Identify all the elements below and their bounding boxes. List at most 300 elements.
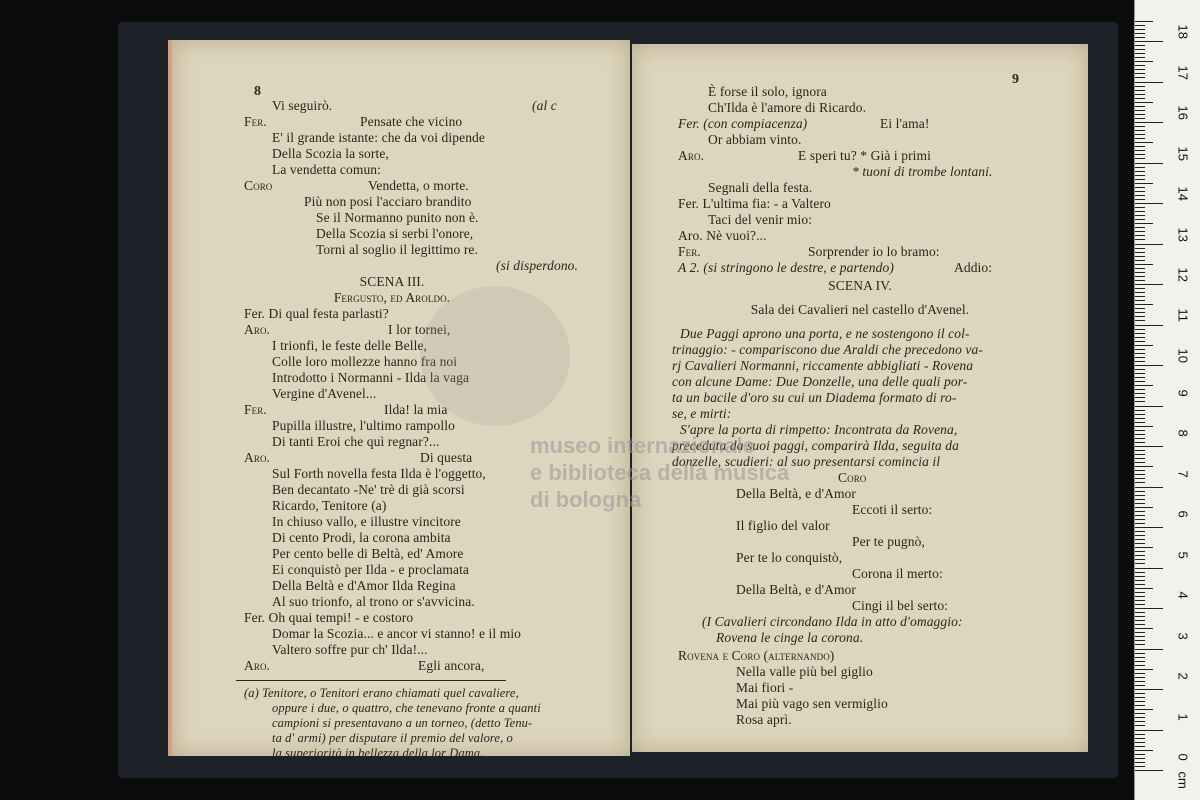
ruler-tick: [1135, 527, 1163, 528]
text-line: In chiuso vallo, e illustre vincitore: [272, 514, 461, 529]
text-line: Fer. L'ultima fia: - a Valtero: [678, 196, 831, 211]
ruler-tick: [1135, 543, 1145, 544]
speaker: Aro.: [244, 658, 271, 673]
ruler-tick: [1135, 231, 1145, 232]
ruler-tick: [1135, 199, 1145, 200]
ruler-tick: [1135, 600, 1145, 601]
ruler-tick: [1135, 442, 1145, 443]
ruler-tick: [1135, 750, 1153, 751]
ruler-tick: [1135, 487, 1163, 488]
ruler-tick: [1135, 154, 1145, 155]
ruler-number: 11: [1175, 308, 1191, 322]
text-line: Cingi il bel serto:: [852, 598, 949, 613]
text-line: Rosa aprì.: [736, 712, 792, 727]
ruler-tick: [1135, 499, 1145, 500]
text-line: Per te pugnò,: [852, 534, 925, 549]
ruler-number: 12: [1175, 267, 1191, 282]
ruler-tick: [1135, 268, 1145, 269]
text-line: Per cento belle di Beltà, ed' Amore: [272, 546, 464, 561]
ruler-tick: [1135, 244, 1163, 245]
speaker: Aro.: [244, 322, 271, 337]
ruler-tick: [1135, 568, 1163, 569]
ruler-tick: [1135, 653, 1145, 654]
ruler-tick: [1135, 33, 1145, 34]
ruler-tick: [1135, 681, 1145, 682]
stage-direction: Rovena le cinge la corona.: [716, 630, 864, 645]
ruler-tick: [1135, 709, 1153, 710]
ruler-tick: [1135, 478, 1145, 479]
ruler-unit: cm: [1175, 771, 1191, 789]
ruler-number: 8: [1175, 429, 1191, 437]
footnote-rule: [236, 680, 506, 681]
text-line: E speri tu? * Già i primi: [798, 148, 931, 163]
watermark: [530, 432, 789, 513]
ruler-tick: [1135, 86, 1145, 87]
ruler-tick: [1135, 535, 1145, 536]
ruler-tick: [1135, 669, 1153, 670]
stage-direction: se, e mirti:: [672, 406, 732, 421]
ruler-tick: [1135, 430, 1145, 431]
ruler-tick: [1135, 462, 1145, 463]
text-line: Addio:: [954, 260, 993, 275]
ruler-tick: [1135, 555, 1145, 556]
ruler-tick: [1135, 341, 1145, 342]
ruler-tick: [1135, 77, 1145, 78]
speaker: Fer.: [244, 402, 267, 417]
ruler-tick: [1135, 337, 1145, 338]
ruler-tick: [1135, 474, 1145, 475]
ruler-tick: [1135, 730, 1163, 731]
text-line: Or abbiam vinto.: [708, 132, 802, 147]
ruler-tick: [1135, 256, 1145, 257]
stage-direction: (al c: [532, 98, 557, 113]
ruler-tick: [1135, 770, 1163, 771]
speaker: Aro.: [244, 450, 271, 465]
ruler-tick: [1135, 422, 1145, 423]
ruler-tick: [1135, 53, 1145, 54]
text-line: La vendetta comun:: [272, 162, 382, 177]
ruler-tick: [1135, 349, 1145, 350]
ruler-tick: [1135, 94, 1145, 95]
ruler-tick: [1135, 284, 1163, 285]
ruler-tick: [1135, 458, 1145, 459]
ruler-tick: [1135, 754, 1145, 755]
ruler-tick: [1135, 576, 1145, 577]
text-line: Corona il merto:: [852, 566, 943, 581]
ruler-tick: [1135, 665, 1145, 666]
text-line: Domar la Scozia... e ancor vi stanno! e il mio: [272, 626, 522, 641]
text-line: Eccoti il serto:: [852, 502, 933, 517]
ruler-tick: [1135, 438, 1145, 439]
ruler-tick: [1135, 126, 1145, 127]
ruler-tick: [1135, 276, 1145, 277]
ruler-tick: [1135, 195, 1145, 196]
footnote-line: (a) Tenitore, o Tenitori erano chiamati quel cavaliere,: [244, 686, 519, 700]
text-line: Di tanti Eroi che quì regnar?...: [272, 434, 440, 449]
text-line: Segnali della festa.: [708, 180, 813, 195]
ruler-tick: [1135, 507, 1153, 508]
text-line: Egli ancora,: [418, 658, 485, 673]
ruler-tick: [1135, 580, 1145, 581]
ruler-tick: [1135, 673, 1145, 674]
ruler-tick: [1135, 215, 1145, 216]
left-page: [168, 40, 630, 760]
ruler-tick: [1135, 628, 1153, 629]
ruler-tick: [1135, 292, 1145, 293]
ruler-tick: [1135, 649, 1163, 650]
ruler-tick: [1135, 661, 1145, 662]
stage-direction: (si disperdono.: [496, 258, 578, 273]
text-line: Della Scozia la sorte,: [272, 146, 389, 161]
ruler-tick: [1135, 73, 1145, 74]
speaker: Rovena e Coro (alternando): [678, 648, 835, 663]
speaker: Fer.: [678, 244, 701, 259]
ruler-tick: [1135, 345, 1153, 346]
text-line: Fer. Di qual festa parlasti?: [244, 306, 389, 321]
text-line: Ch'Ilda è l'amore di Ricardo.: [708, 100, 867, 115]
scene-heading: SCENA III.: [359, 274, 425, 289]
ruler-tick: [1135, 179, 1145, 180]
ruler-number: 5: [1175, 551, 1191, 559]
ruler-number: 13: [1175, 227, 1191, 242]
ruler-tick: [1135, 134, 1145, 135]
text-line: Il figlio del valor: [736, 518, 830, 533]
ruler-tick: [1135, 381, 1145, 382]
text-line: Torni al soglio il legittimo re.: [316, 242, 478, 257]
ruler-tick: [1135, 25, 1145, 26]
text-line: Colle loro mollezze hanno fra noi: [272, 354, 458, 369]
ruler-tick: [1135, 175, 1145, 176]
ruler-tick: [1135, 69, 1145, 70]
ruler-tick: [1135, 211, 1145, 212]
text-line: Ei conquistò per Ilda - e proclamata: [272, 562, 470, 577]
ruler-tick: [1135, 118, 1145, 119]
text-line: Al suo trionfo, al trono or s'avvicina.: [272, 594, 475, 609]
text-line: È forse il solo, ignora: [708, 84, 827, 99]
ruler-tick: [1135, 491, 1145, 492]
text-line: Della Beltà e d'Amor Ilda Regina: [272, 578, 456, 593]
stage-direction: (I Cavalieri circondano Ilda in atto d'omaggio:: [702, 614, 963, 629]
watermark-line: di bologna: [530, 487, 642, 512]
ruler-tick: [1135, 163, 1163, 164]
text-line: Della Scozia si serbi l'onore,: [316, 226, 474, 241]
text-line: Se il Normanno punito non è.: [316, 210, 479, 225]
ruler-tick: [1135, 235, 1145, 236]
ruler-tick: [1135, 122, 1163, 123]
ruler-tick: [1135, 689, 1163, 690]
ruler-tick: [1135, 260, 1145, 261]
stage-direction: con alcune Dame: Due Donzelle, una delle quali por-: [672, 374, 968, 389]
text-line: E' il grande istante: che da voi dipende: [272, 130, 485, 145]
ruler-tick: [1135, 604, 1145, 605]
ruler-tick: [1135, 584, 1145, 585]
ruler-tick: [1135, 705, 1145, 706]
ruler-tick: [1135, 434, 1145, 435]
ruler-tick: [1135, 572, 1145, 573]
ruler-tick: [1135, 742, 1145, 743]
ruler-tick: [1135, 110, 1145, 111]
ruler-tick: [1135, 353, 1145, 354]
ruler-tick: [1135, 296, 1145, 297]
ruler-tick: [1135, 632, 1145, 633]
ruler-number: 1: [1175, 713, 1191, 721]
text-line: Mai fiori -: [736, 680, 794, 695]
text-line: Ben decantato -Ne' trè di già scorsi: [272, 482, 465, 497]
speaker: Aro.: [678, 148, 705, 163]
ruler-tick: [1135, 146, 1145, 147]
ruler-tick: [1135, 406, 1163, 407]
ruler-tick: [1135, 746, 1145, 747]
stage-direction: Due Paggi aprono una porta, e ne sostengono il col-: [680, 326, 970, 341]
stage-direction: * tuoni di trombe lontani.: [852, 164, 993, 179]
ruler-tick: [1135, 592, 1145, 593]
text-line: Ilda! la mia: [384, 402, 448, 417]
ruler-number: 4: [1175, 591, 1191, 599]
ruler-number: 10: [1175, 348, 1191, 363]
text-line: Pensate che vicino: [360, 114, 463, 129]
ruler-tick: [1135, 191, 1145, 192]
scene-setting: Sala dei Cavalieri nel castello d'Avenel.: [750, 302, 970, 317]
ruler-tick: [1135, 114, 1145, 115]
text-line: Vi seguirò.: [272, 98, 333, 113]
ruler-tick: [1135, 308, 1145, 309]
text-line: Della Beltà, e d'Amor: [736, 486, 856, 501]
ruler-tick: [1135, 312, 1145, 313]
ruler-tick: [1135, 82, 1163, 83]
stage-direction: S'apre la porta di rimpetto: Incontrata da Rovena,: [680, 422, 958, 437]
ruler-tick: [1135, 616, 1145, 617]
ruler-tick: [1135, 644, 1145, 645]
ruler-tick: [1135, 37, 1145, 38]
ruler-tick: [1135, 227, 1145, 228]
ruler-tick: [1135, 252, 1145, 253]
ruler-tick: [1135, 130, 1145, 131]
stage-direction: donzelle, scudieri: al suo presentarsi comincia il: [672, 454, 941, 469]
ruler-tick: [1135, 90, 1145, 91]
text-line: Sul Forth novella festa Ilda è l'oggetto,: [272, 466, 486, 481]
ruler-tick: [1135, 29, 1145, 30]
ruler-tick: [1135, 300, 1145, 301]
ruler-tick: [1135, 693, 1145, 694]
ruler-number: 6: [1175, 510, 1191, 518]
ruler-tick: [1135, 361, 1145, 362]
ruler-tick: [1135, 612, 1145, 613]
footnote-line: ta d' armi) per disputare il premio del valore, o: [272, 731, 513, 745]
ruler-tick: [1135, 325, 1163, 326]
ruler-tick: [1135, 248, 1145, 249]
ruler-tick: [1135, 65, 1145, 66]
stage-direction: ta un bacile d'oro su cui un Diadema formato di ro-: [672, 390, 957, 405]
ruler-number: 3: [1175, 632, 1191, 640]
ruler-tick: [1135, 280, 1145, 281]
right-page: [632, 44, 1088, 752]
ruler-tick: [1135, 551, 1145, 552]
ruler-tick: [1135, 414, 1145, 415]
text-line: Ricardo, Tenitore (a): [272, 498, 387, 513]
ruler-tick: [1135, 734, 1145, 735]
ruler-tick: [1135, 450, 1145, 451]
text-line: Della Beltà, e d'Amor: [736, 582, 856, 597]
ruler-tick: [1135, 49, 1145, 50]
ruler-tick: [1135, 470, 1145, 471]
page-number: 8: [254, 84, 261, 99]
ruler-tick: [1135, 98, 1145, 99]
ruler-tick: [1135, 106, 1145, 107]
ruler-tick: [1135, 410, 1145, 411]
ruler-tick: [1135, 725, 1145, 726]
text-line: Aro. Nè vuoi?...: [678, 228, 767, 243]
speaker: Fer. (con compiacenza): [678, 116, 808, 131]
ruler-tick: [1135, 511, 1145, 512]
ruler-tick: [1135, 559, 1145, 560]
page-number: 9: [1012, 72, 1019, 87]
ruler-number: 0: [1175, 753, 1191, 761]
scene-characters: Fergusto, ed Aroldo.: [333, 290, 451, 305]
text-line: Di cento Prodi, la corona ambita: [272, 530, 451, 545]
ruler-tick: [1135, 142, 1153, 143]
ruler-tick: [1135, 454, 1145, 455]
watermark-line: e biblioteca della musica: [530, 460, 790, 485]
ruler-tick: [1135, 418, 1145, 419]
ruler-tick: [1135, 717, 1145, 718]
ruler-tick: [1135, 624, 1145, 625]
ruler-tick: [1135, 183, 1153, 184]
ruler-tick: [1135, 563, 1145, 564]
ruler-tick: [1135, 596, 1145, 597]
text-line: Introdotto i Normanni - Ilda la vaga: [272, 370, 470, 385]
stage-direction: A 2. (si stringono le destre, e partendo): [678, 260, 894, 275]
ruler-tick: [1135, 721, 1145, 722]
ruler-tick: [1135, 713, 1145, 714]
ruler-tick: [1135, 239, 1145, 240]
ruler-tick: [1135, 547, 1153, 548]
ruler-tick: [1135, 41, 1163, 42]
text-line: Valtero soffre pur ch' Ilda!...: [272, 642, 428, 657]
ruler-tick: [1135, 167, 1145, 168]
ruler-tick: [1135, 385, 1153, 386]
ruler-tick: [1135, 531, 1145, 532]
ruler-tick: [1135, 588, 1153, 589]
scene-heading: SCENA IV.: [828, 278, 892, 293]
ruler-tick: [1135, 329, 1145, 330]
ruler-tick: [1135, 365, 1163, 366]
ruler-tick: [1135, 515, 1145, 516]
ruler-tick: [1135, 45, 1145, 46]
text-line: Taci del venir mio:: [708, 212, 813, 227]
ruler-tick: [1135, 21, 1153, 22]
ruler-tick: [1135, 503, 1145, 504]
text-line: Ei l'ama!: [880, 116, 930, 131]
ruler-tick: [1135, 158, 1145, 159]
ruler-tick: [1135, 519, 1145, 520]
ruler-tick: [1135, 657, 1145, 658]
text-line: Sorprender io lo bramo:: [808, 244, 940, 259]
ruler-tick: [1135, 677, 1145, 678]
ruler-tick: [1135, 207, 1145, 208]
ruler-number: 9: [1175, 389, 1191, 397]
ruler-tick: [1135, 288, 1145, 289]
ruler-number: 2: [1175, 672, 1191, 680]
speaker: Fer.: [244, 114, 267, 129]
text-line: Pupilla illustre, l'ultimo rampollo: [272, 418, 455, 433]
ruler-tick: [1135, 150, 1145, 151]
ruler-tick: [1135, 539, 1145, 540]
text-line: Nella valle più bel giglio: [736, 664, 873, 679]
footnote-line: la superiorità in bellezza della lor Dama.: [272, 746, 484, 760]
footnote-line: oppure i due, o quattro, che tenevano fronte a quanti: [272, 701, 541, 715]
ruler-tick: [1135, 640, 1145, 641]
ruler-tick: [1135, 223, 1153, 224]
ruler-tick: [1135, 61, 1153, 62]
ruler-tick: [1135, 466, 1153, 467]
ruler-tick: [1135, 373, 1145, 374]
ruler-tick: [1135, 272, 1145, 273]
footnote-line: campioni si presentavano a un torneo, (detto Tenu-: [272, 716, 533, 730]
ruler-tick: [1135, 316, 1145, 317]
ruler-tick: [1135, 495, 1145, 496]
ruler-tick: [1135, 219, 1145, 220]
ruler-tick: [1135, 203, 1163, 204]
ruler-tick: [1135, 685, 1145, 686]
ruler-tick: [1135, 762, 1145, 763]
ruler-tick: [1135, 738, 1145, 739]
text-line: I lor tornei,: [388, 322, 451, 337]
ruler-tick: [1135, 171, 1145, 172]
ruler-number: 15: [1175, 146, 1191, 161]
ruler-tick: [1135, 620, 1145, 621]
measurement-ruler: [1134, 0, 1200, 800]
stage-direction: preceduta da suoi paggi, comparirà Ilda, seguita da: [672, 438, 959, 453]
ruler-number: 18: [1175, 24, 1191, 39]
text-line: Vergine d'Avenel...: [272, 386, 377, 401]
text-line: Per te lo conquistò,: [736, 550, 843, 565]
stage-direction: rj Cavalieri Normanni, riccamente abbigliati - Rovena: [672, 358, 974, 373]
ruler-tick: [1135, 523, 1145, 524]
speaker: Coro: [244, 178, 273, 193]
ruler-tick: [1135, 758, 1145, 759]
watermark-logo: [420, 286, 570, 426]
ruler-tick: [1135, 636, 1145, 637]
ruler-tick: [1135, 320, 1145, 321]
watermark-line: museo internazionale: [530, 433, 755, 458]
text-line: I trionfi, le feste delle Belle,: [272, 338, 428, 353]
ruler-number: 7: [1175, 470, 1191, 478]
ruler-tick: [1135, 397, 1145, 398]
text-line: Di questa: [420, 450, 473, 465]
ruler-tick: [1135, 304, 1153, 305]
ruler-tick: [1135, 333, 1145, 334]
ruler-tick: [1135, 608, 1163, 609]
ruler-tick: [1135, 138, 1145, 139]
ruler-tick: [1135, 357, 1145, 358]
ruler-tick: [1135, 482, 1145, 483]
ruler-tick: [1135, 264, 1153, 265]
ruler-tick: [1135, 766, 1145, 767]
ruler-tick: [1135, 446, 1163, 447]
text-line: Vendetta, o morte.: [368, 178, 469, 193]
text-line: Più non posi l'acciaro brandito: [304, 194, 472, 209]
stage-direction: trinaggio: - compariscono due Araldi che precedono va-: [672, 342, 983, 357]
ruler-tick: [1135, 102, 1153, 103]
ruler-tick: [1135, 401, 1145, 402]
ruler-tick: [1135, 377, 1145, 378]
text-line: Fer. Oh quai tempi! - e costoro: [244, 610, 414, 625]
ruler-tick: [1135, 187, 1145, 188]
ruler-tick: [1135, 393, 1145, 394]
ruler-tick: [1135, 369, 1145, 370]
ruler-tick: [1135, 426, 1153, 427]
ruler-number: 14: [1175, 186, 1191, 201]
